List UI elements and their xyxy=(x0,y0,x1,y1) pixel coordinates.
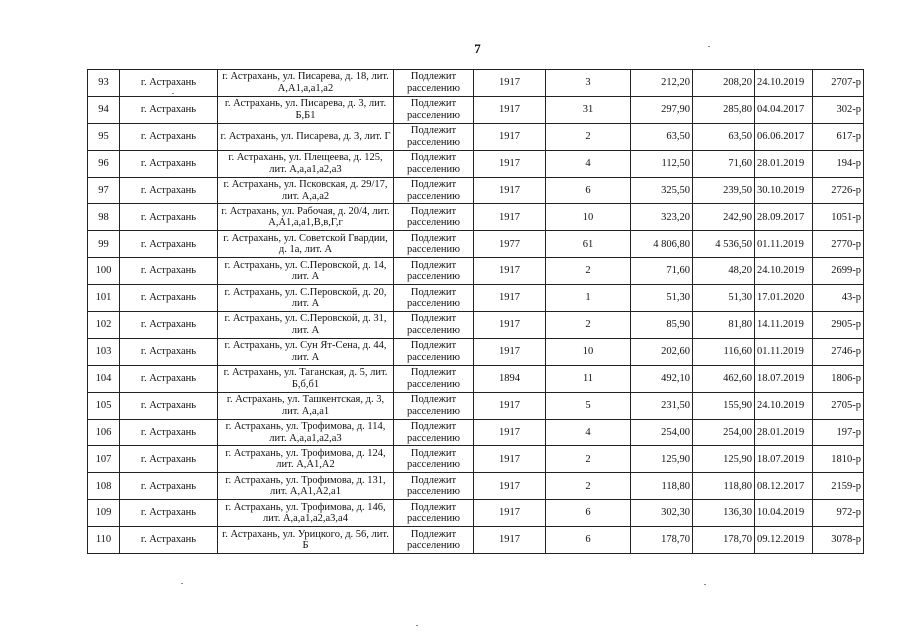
decision-date-cell: 24.10.2019 xyxy=(755,258,813,285)
order-number-cell: 2770-р xyxy=(813,231,864,258)
status-cell: Подлежит расселению xyxy=(394,446,474,473)
status-cell: Подлежит расселению xyxy=(394,150,474,177)
address-cell: г. Астрахань, ул. Трофимова, д. 146, лит. А,а,а1,а2,а3,а4 xyxy=(218,500,394,527)
table-row xyxy=(88,70,864,97)
living-area-cell: 116,60 xyxy=(693,338,755,365)
status-cell: Подлежит расселению xyxy=(394,177,474,204)
decision-date-cell: 30.10.2019 xyxy=(755,177,813,204)
total-area-cell: 302,30 xyxy=(631,500,693,527)
table-row xyxy=(88,258,864,285)
decision-date-cell: 28.09.2017 xyxy=(755,204,813,231)
living-area-cell: 4 536,50 xyxy=(693,231,755,258)
city-cell: г. Астрахань xyxy=(120,123,218,150)
status-cell: Подлежит расселению xyxy=(394,204,474,231)
decision-date-cell: 14.11.2019 xyxy=(755,312,813,339)
table-row xyxy=(88,446,864,473)
living-area-cell: 208,20 xyxy=(693,70,755,97)
decision-date-cell: 28.01.2019 xyxy=(755,150,813,177)
living-area-cell: 71,60 xyxy=(693,150,755,177)
living-area-cell: 155,90 xyxy=(693,392,755,419)
status-cell: Подлежит расселению xyxy=(394,338,474,365)
residents-count-cell: 1 xyxy=(546,285,631,312)
total-area-cell: 4 806,80 xyxy=(631,231,693,258)
city-cell: г. Астрахань xyxy=(120,96,218,123)
decision-date-cell: 24.10.2019 xyxy=(755,392,813,419)
scan-speck xyxy=(708,46,710,47)
scan-speck xyxy=(704,584,706,585)
living-area-cell: 239,50 xyxy=(693,177,755,204)
residents-count-cell: 2 xyxy=(546,258,631,285)
city-cell: г. Астрахань xyxy=(120,392,218,419)
city-cell: г. Астрахань xyxy=(120,527,218,554)
page-number: 7 xyxy=(474,41,481,56)
order-number-cell: 2746-р xyxy=(813,338,864,365)
residents-count-cell: 2 xyxy=(546,473,631,500)
year-cell: 1917 xyxy=(474,338,546,365)
scan-speck xyxy=(181,583,183,584)
table-row xyxy=(88,392,864,419)
order-number-cell: 43-р xyxy=(813,285,864,312)
living-area-cell: 242,90 xyxy=(693,204,755,231)
residents-count-cell: 4 xyxy=(546,419,631,446)
address-cell: г. Астрахань, ул. Сун Ят-Сена, д. 44, лит. А xyxy=(218,338,394,365)
address-cell: г. Астрахань, ул. Трофимова, д. 131, лит. А,А1,А2,а1 xyxy=(218,473,394,500)
table-row xyxy=(88,312,864,339)
living-area-cell: 285,80 xyxy=(693,96,755,123)
order-number-cell: 2726-р xyxy=(813,177,864,204)
status-cell: Подлежит расселению xyxy=(394,312,474,339)
residents-count-cell: 10 xyxy=(546,338,631,365)
living-area-cell: 51,30 xyxy=(693,285,755,312)
row-number: 94 xyxy=(88,96,120,123)
order-number-cell: 2707-р xyxy=(813,70,864,97)
year-cell: 1917 xyxy=(474,527,546,554)
address-cell: г. Астрахань, ул. Таганская, д. 5, лит. Б,б,б1 xyxy=(218,365,394,392)
total-area-cell: 202,60 xyxy=(631,338,693,365)
residents-count-cell: 61 xyxy=(546,231,631,258)
year-cell: 1977 xyxy=(474,231,546,258)
row-number: 95 xyxy=(88,123,120,150)
residents-count-cell: 3 xyxy=(546,70,631,97)
total-area-cell: 112,50 xyxy=(631,150,693,177)
address-cell: г. Астрахань, ул. Писарева, д. 3, лит. Б,Б1 xyxy=(218,96,394,123)
table-row xyxy=(88,123,864,150)
scan-speck xyxy=(416,625,418,626)
decision-date-cell: 01.11.2019 xyxy=(755,338,813,365)
year-cell: 1917 xyxy=(474,177,546,204)
address-cell: г. Астрахань, ул. Писарева, д. 18, лит. А,А1,а,а1,а2 xyxy=(218,70,394,97)
row-number: 106 xyxy=(88,419,120,446)
row-number: 101 xyxy=(88,285,120,312)
address-cell: г. Астрахань, ул. Трофимова, д. 124, лит. А,А1,А2 xyxy=(218,446,394,473)
year-cell: 1917 xyxy=(474,500,546,527)
order-number-cell: 2159-р xyxy=(813,473,864,500)
table-row xyxy=(88,338,864,365)
city-cell: г. Астрахань xyxy=(120,338,218,365)
order-number-cell: 1806-р xyxy=(813,365,864,392)
status-cell: Подлежит расселению xyxy=(394,96,474,123)
table-row xyxy=(88,500,864,527)
decision-date-cell: 04.04.2017 xyxy=(755,96,813,123)
living-area-cell: 81,80 xyxy=(693,312,755,339)
year-cell: 1917 xyxy=(474,419,546,446)
status-cell: Подлежит расселению xyxy=(394,473,474,500)
row-number: 102 xyxy=(88,312,120,339)
city-cell: г. Астрахань xyxy=(120,365,218,392)
living-area-cell: 125,90 xyxy=(693,446,755,473)
row-number: 97 xyxy=(88,177,120,204)
year-cell: 1917 xyxy=(474,446,546,473)
order-number-cell: 2699-р xyxy=(813,258,864,285)
order-number-cell: 1810-р xyxy=(813,446,864,473)
living-area-cell: 136,30 xyxy=(693,500,755,527)
address-cell: г. Астрахань, ул. Трофимова, д. 114, лит. А,а,а1,а2,а3 xyxy=(218,419,394,446)
order-number-cell: 617-р xyxy=(813,123,864,150)
city-cell: г. Астрахань xyxy=(120,500,218,527)
status-cell: Подлежит расселению xyxy=(394,500,474,527)
table-row xyxy=(88,150,864,177)
row-number: 93 xyxy=(88,70,120,97)
total-area-cell: 71,60 xyxy=(631,258,693,285)
total-area-cell: 178,70 xyxy=(631,527,693,554)
table-row xyxy=(88,527,864,554)
address-cell: г. Астрахань, ул. Рабочая, д. 20/4, лит. А,А1,а,а1,В,в,Г,г xyxy=(218,204,394,231)
residents-count-cell: 6 xyxy=(546,527,631,554)
total-area-cell: 297,90 xyxy=(631,96,693,123)
order-number-cell: 194-р xyxy=(813,150,864,177)
residents-count-cell: 6 xyxy=(546,177,631,204)
living-area-cell: 178,70 xyxy=(693,527,755,554)
living-area-cell: 48,20 xyxy=(693,258,755,285)
status-cell: Подлежит расселению xyxy=(394,258,474,285)
city-cell: г. Астрахань xyxy=(120,473,218,500)
row-number: 107 xyxy=(88,446,120,473)
address-cell: г. Астрахань, ул. С.Перовской, д. 31, лит. А xyxy=(218,312,394,339)
year-cell: 1917 xyxy=(474,123,546,150)
address-cell: г. Астрахань, ул. Советской Гвардии, д. 1а, лит. А xyxy=(218,231,394,258)
living-area-cell: 462,60 xyxy=(693,365,755,392)
table-row xyxy=(88,177,864,204)
status-cell: Подлежит расселению xyxy=(394,527,474,554)
status-cell: Подлежит расселению xyxy=(394,419,474,446)
residents-count-cell: 6 xyxy=(546,500,631,527)
year-cell: 1917 xyxy=(474,204,546,231)
row-number: 108 xyxy=(88,473,120,500)
row-number: 98 xyxy=(88,204,120,231)
total-area-cell: 254,00 xyxy=(631,419,693,446)
row-number: 96 xyxy=(88,150,120,177)
city-cell: г. Астрахань xyxy=(120,285,218,312)
residents-count-cell: 11 xyxy=(546,365,631,392)
order-number-cell: 2705-р xyxy=(813,392,864,419)
city-cell: г. Астрахань xyxy=(120,150,218,177)
order-number-cell: 302-р xyxy=(813,96,864,123)
decision-date-cell: 10.04.2019 xyxy=(755,500,813,527)
total-area-cell: 125,90 xyxy=(631,446,693,473)
order-number-cell: 972-р xyxy=(813,500,864,527)
row-number: 109 xyxy=(88,500,120,527)
order-number-cell: 197-р xyxy=(813,419,864,446)
city-cell: г. Астрахань xyxy=(120,446,218,473)
total-area-cell: 85,90 xyxy=(631,312,693,339)
status-cell: Подлежит расселению xyxy=(394,285,474,312)
residents-count-cell: 31 xyxy=(546,96,631,123)
table-row xyxy=(88,96,864,123)
total-area-cell: 325,50 xyxy=(631,177,693,204)
year-cell: 1894 xyxy=(474,365,546,392)
city-cell: г. Астрахань xyxy=(120,204,218,231)
row-number: 103 xyxy=(88,338,120,365)
decision-date-cell: 08.12.2017 xyxy=(755,473,813,500)
row-number: 104 xyxy=(88,365,120,392)
address-cell: г. Астрахань, ул. Ташкентская, д. 3, лит. А,а,а1 xyxy=(218,392,394,419)
city-cell: г. Астрахань xyxy=(120,70,218,97)
decision-date-cell: 18.07.2019 xyxy=(755,365,813,392)
order-number-cell: 2905-р xyxy=(813,312,864,339)
table-row xyxy=(88,419,864,446)
city-cell: г. Астрахань xyxy=(120,177,218,204)
total-area-cell: 231,50 xyxy=(631,392,693,419)
status-cell: Подлежит расселению xyxy=(394,392,474,419)
address-cell: г. Астрахань, ул. Урицкого, д. 56, лит. Б xyxy=(218,527,394,554)
row-number: 110 xyxy=(88,527,120,554)
residents-count-cell: 10 xyxy=(546,204,631,231)
address-cell: г. Астрахань, ул. С.Перовской, д. 14, лит. А xyxy=(218,258,394,285)
total-area-cell: 212,20 xyxy=(631,70,693,97)
decision-date-cell: 28.01.2019 xyxy=(755,419,813,446)
year-cell: 1917 xyxy=(474,312,546,339)
status-cell: Подлежит расселению xyxy=(394,231,474,258)
city-cell: г. Астрахань xyxy=(120,258,218,285)
year-cell: 1917 xyxy=(474,96,546,123)
scan-speck xyxy=(172,93,174,94)
total-area-cell: 118,80 xyxy=(631,473,693,500)
row-number: 100 xyxy=(88,258,120,285)
total-area-cell: 492,10 xyxy=(631,365,693,392)
table-row xyxy=(88,231,864,258)
total-area-cell: 63,50 xyxy=(631,123,693,150)
year-cell: 1917 xyxy=(474,473,546,500)
status-cell: Подлежит расселению xyxy=(394,123,474,150)
year-cell: 1917 xyxy=(474,392,546,419)
residents-count-cell: 2 xyxy=(546,446,631,473)
residents-count-cell: 5 xyxy=(546,392,631,419)
residents-count-cell: 2 xyxy=(546,312,631,339)
city-cell: г. Астрахань xyxy=(120,231,218,258)
table-row xyxy=(88,365,864,392)
city-cell: г. Астрахань xyxy=(120,419,218,446)
address-cell: г. Астрахань, ул. Писарева, д. 3, лит. Г xyxy=(218,123,394,150)
status-cell: Подлежит расселению xyxy=(394,365,474,392)
year-cell: 1917 xyxy=(474,70,546,97)
year-cell: 1917 xyxy=(474,285,546,312)
order-number-cell: 3078-р xyxy=(813,527,864,554)
row-number: 99 xyxy=(88,231,120,258)
table-row xyxy=(88,204,864,231)
decision-date-cell: 01.11.2019 xyxy=(755,231,813,258)
row-number: 105 xyxy=(88,392,120,419)
decision-date-cell: 18.07.2019 xyxy=(755,446,813,473)
decision-date-cell: 06.06.2017 xyxy=(755,123,813,150)
year-cell: 1917 xyxy=(474,258,546,285)
address-cell: г. Астрахань, ул. С.Перовской, д. 20, лит. А xyxy=(218,285,394,312)
residents-count-cell: 4 xyxy=(546,150,631,177)
table-row xyxy=(88,285,864,312)
city-cell: г. Астрахань xyxy=(120,312,218,339)
living-area-cell: 254,00 xyxy=(693,419,755,446)
total-area-cell: 51,30 xyxy=(631,285,693,312)
address-cell: г. Астрахань, ул. Плещеева, д. 125, лит. А,а,а1,а2,а3 xyxy=(218,150,394,177)
order-number-cell: 1051-р xyxy=(813,204,864,231)
table-body xyxy=(88,70,864,554)
housing-registry-table xyxy=(87,69,864,554)
year-cell: 1917 xyxy=(474,150,546,177)
residents-count-cell: 2 xyxy=(546,123,631,150)
living-area-cell: 63,50 xyxy=(693,123,755,150)
decision-date-cell: 24.10.2019 xyxy=(755,70,813,97)
status-cell: Подлежит расселению xyxy=(394,70,474,97)
table-row xyxy=(88,473,864,500)
decision-date-cell: 17.01.2020 xyxy=(755,285,813,312)
decision-date-cell: 09.12.2019 xyxy=(755,527,813,554)
total-area-cell: 323,20 xyxy=(631,204,693,231)
address-cell: г. Астрахань, ул. Псковская, д. 29/17, лит. А,а,а2 xyxy=(218,177,394,204)
living-area-cell: 118,80 xyxy=(693,473,755,500)
